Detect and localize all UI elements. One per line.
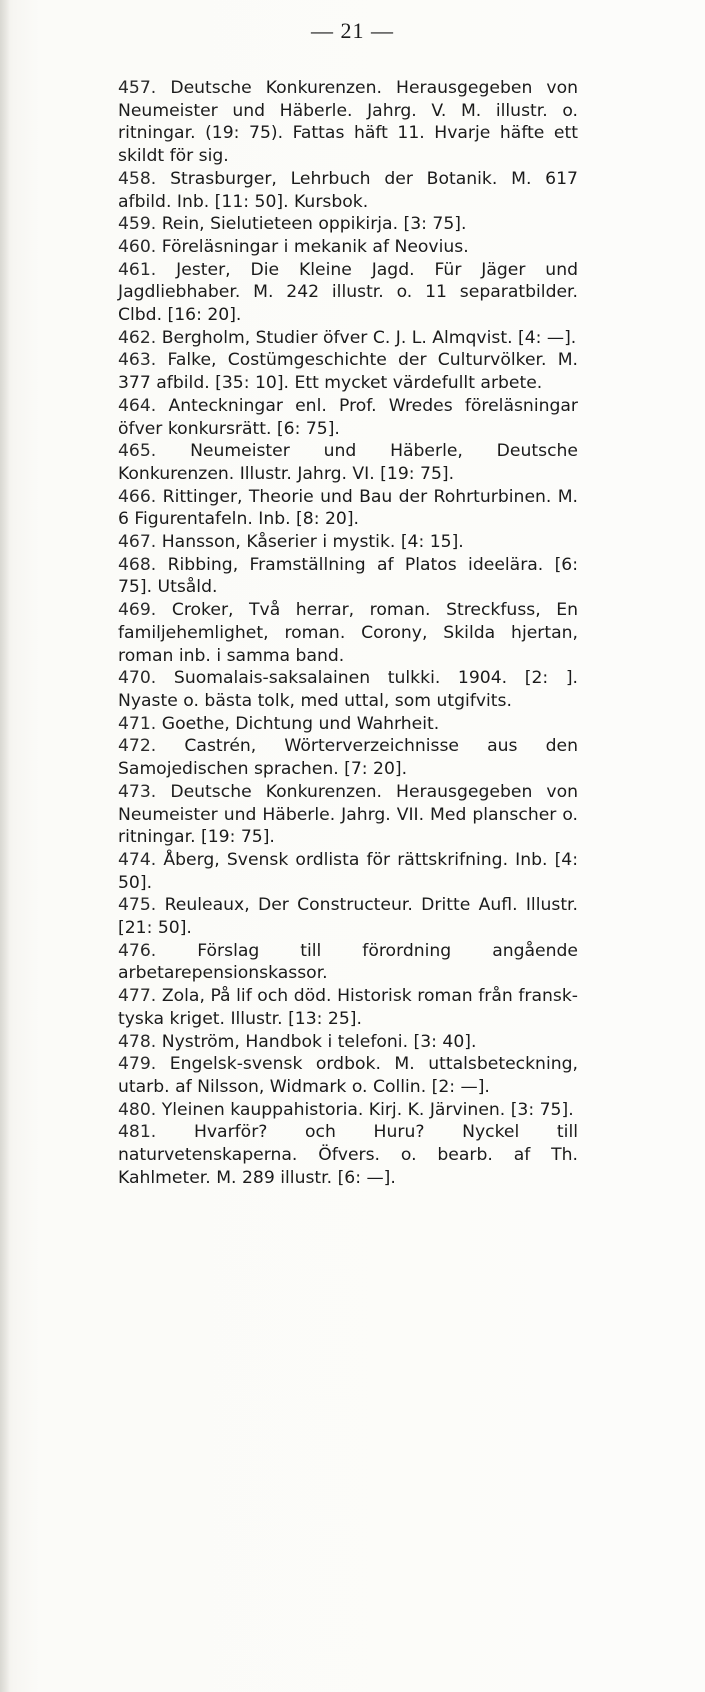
entry-text: Deutsche Konkurenzen. Herausgegeben von Neumeister und Häberle. Jahrg. V. M. illustr. o. ritningar. (19: 75). Fattas häft 11. Hvarje häfte ett skildt för sig.: [118, 78, 579, 167]
entry-text: Nyström, Handbok i telefoni. [3: 40].: [161, 1031, 477, 1052]
entry-number: 464.: [118, 395, 157, 416]
entry-text: Åberg, Svensk ordlista för rättskrifning. Inb. [4: 50].: [118, 849, 579, 893]
entry-text: Ribbing, Framställning af Platos ideelära. [6: 75]. Utsåld.: [118, 554, 578, 598]
entry-number: 458.: [118, 168, 157, 189]
catalog-entry: [118, 77, 578, 168]
entry-number: 468.: [118, 554, 157, 575]
entry-text: Goethe, Dichtung und Wahrheit.: [161, 713, 440, 734]
catalog-entry: [118, 1121, 578, 1189]
entry-number: 476.: [118, 940, 157, 961]
entry-number: 471.: [118, 713, 157, 734]
catalog-entry: [118, 940, 578, 985]
entry-number: 462.: [118, 327, 157, 348]
catalog-entry: [118, 259, 578, 327]
catalog-entry: [118, 486, 578, 531]
entry-text: Suomalais-saksalainen tulkki. 1904. [2: ]. Nyaste o. bästa tolk, med uttal, som utgifvits.: [118, 668, 578, 711]
catalog-entry: [118, 599, 578, 667]
catalog-entry: [118, 894, 578, 939]
entry-text: Rein, Sielutieteen oppikirja. [3: 75].: [161, 214, 467, 235]
entry-text: Deutsche Konkurenzen. Herausgegeben von Neumeister und Häberle. Jahrg. VII. Med planscher o. ritningar. [19: 75].: [118, 781, 579, 848]
entry-text: Castrén, Wörterverzeichnisse aus den Samojedischen sprachen. [7: 20].: [118, 736, 578, 780]
entry-text: Bergholm, Studier öfver C. J. L. Almqvist. [4: —].: [161, 327, 577, 348]
entry-text: Strasburger, Lehrbuch der Botanik. M. 617 afbild. Inb. [11: 50]. Kursbok.: [118, 168, 578, 212]
catalog-entry: [118, 1031, 578, 1054]
entry-text: Hansson, Kåserier i mystik. [4: 15].: [161, 532, 464, 553]
catalog-entry: [118, 440, 578, 485]
entry-number: 481.: [118, 1122, 157, 1143]
catalog-entry: [118, 849, 578, 894]
entry-number: 480.: [118, 1099, 157, 1120]
entry-number: 474.: [118, 849, 157, 870]
catalog-entry: [118, 213, 578, 236]
catalog-entry: [118, 531, 578, 554]
page-edge-shadow: [0, 0, 10, 1692]
entry-text: Rittinger, Theorie und Bau der Rohrturbinen. M. 6 Figurentafeln. Inb. [8: 20].: [118, 486, 579, 530]
entry-text: Engelsk-svensk ordbok. M. uttalsbeteckning, utarb. af Nilsson, Widmark o. Collin. [2: —].: [118, 1054, 578, 1097]
entry-number: 472.: [118, 736, 157, 757]
catalog-entry: [118, 713, 578, 736]
entry-number: 460.: [118, 236, 157, 257]
entry-number: 473.: [118, 781, 157, 802]
catalog-entry: [118, 1099, 578, 1122]
catalog-entries: [118, 77, 578, 1189]
entry-number: 475.: [118, 895, 157, 916]
entry-number: 467.: [118, 532, 157, 553]
entry-text: Föreläsningar i mekanik af Neovius.: [161, 236, 469, 257]
catalog-entry: [118, 349, 578, 394]
entry-text: Yleinen kauppahistoria. Kirj. K. Järvinen. [3: 75].: [161, 1099, 574, 1120]
entry-text: Falke, Costümgeschichte der Culturvölker. M. 377 afbild. [35: 10]. Ett mycket värdefullt arbete.: [118, 350, 578, 394]
entry-number: 470.: [118, 668, 157, 689]
entry-text: Croker, Två herrar, roman. Streckfuss, En familjehemlighet, roman. Corony, Skilda hjertan, roman inb. i samma band.: [118, 600, 578, 666]
entry-text: Hvarför? och Huru? Nyckel till naturvetenskaperna. Öfvers. o. bearb. af Th. Kahlmeter. M. 289 illustr. [6: —].: [118, 1122, 578, 1188]
entry-number: 466.: [118, 486, 157, 507]
entry-text: Reuleaux, Der Constructeur. Dritte Aufl. Illustr. [21: 50].: [118, 895, 579, 939]
catalog-entry: [118, 667, 578, 712]
catalog-entry: [118, 1053, 578, 1098]
entry-number: 477.: [118, 986, 157, 1007]
catalog-entry: [118, 395, 578, 440]
catalog-entry: [118, 781, 578, 849]
entry-number: 463.: [118, 350, 157, 371]
entry-number: 479.: [118, 1054, 157, 1075]
entry-text: Anteckningar enl. Prof. Wredes föreläsningar öfver konkursrätt. [6: 75].: [118, 395, 578, 439]
entry-text: Jester, Die Kleine Jagd. Für Jäger und Jagdliebhaber. M. 242 illustr. o. 11 separatbilder. Clbd. [16: 20].: [118, 259, 578, 326]
catalog-entry: [118, 236, 578, 259]
entry-number: 461.: [118, 259, 157, 280]
catalog-entry: [118, 554, 578, 599]
catalog-entry: [118, 985, 578, 1030]
entry-number: 457.: [118, 78, 157, 98]
catalog-entry: [118, 735, 578, 780]
entry-text: Förslag till förordning angående arbetarepensionskassor.: [118, 940, 579, 984]
entry-number: 469.: [118, 600, 157, 621]
catalog-entry: [118, 327, 578, 350]
entry-number: 465.: [118, 441, 157, 462]
entry-number: 459.: [118, 214, 157, 235]
entry-text: Zola, På lif och död. Historisk roman från fransk-tyska kriget. Illustr. [13: 25].: [118, 986, 578, 1029]
catalog-entry: [118, 168, 578, 213]
entry-text: Neumeister und Häberle, Deutsche Konkurenzen. Illustr. Jahrg. VI. [19: 75].: [118, 441, 578, 484]
page-number: — 21 —: [311, 18, 394, 43]
entry-number: 478.: [118, 1031, 157, 1052]
